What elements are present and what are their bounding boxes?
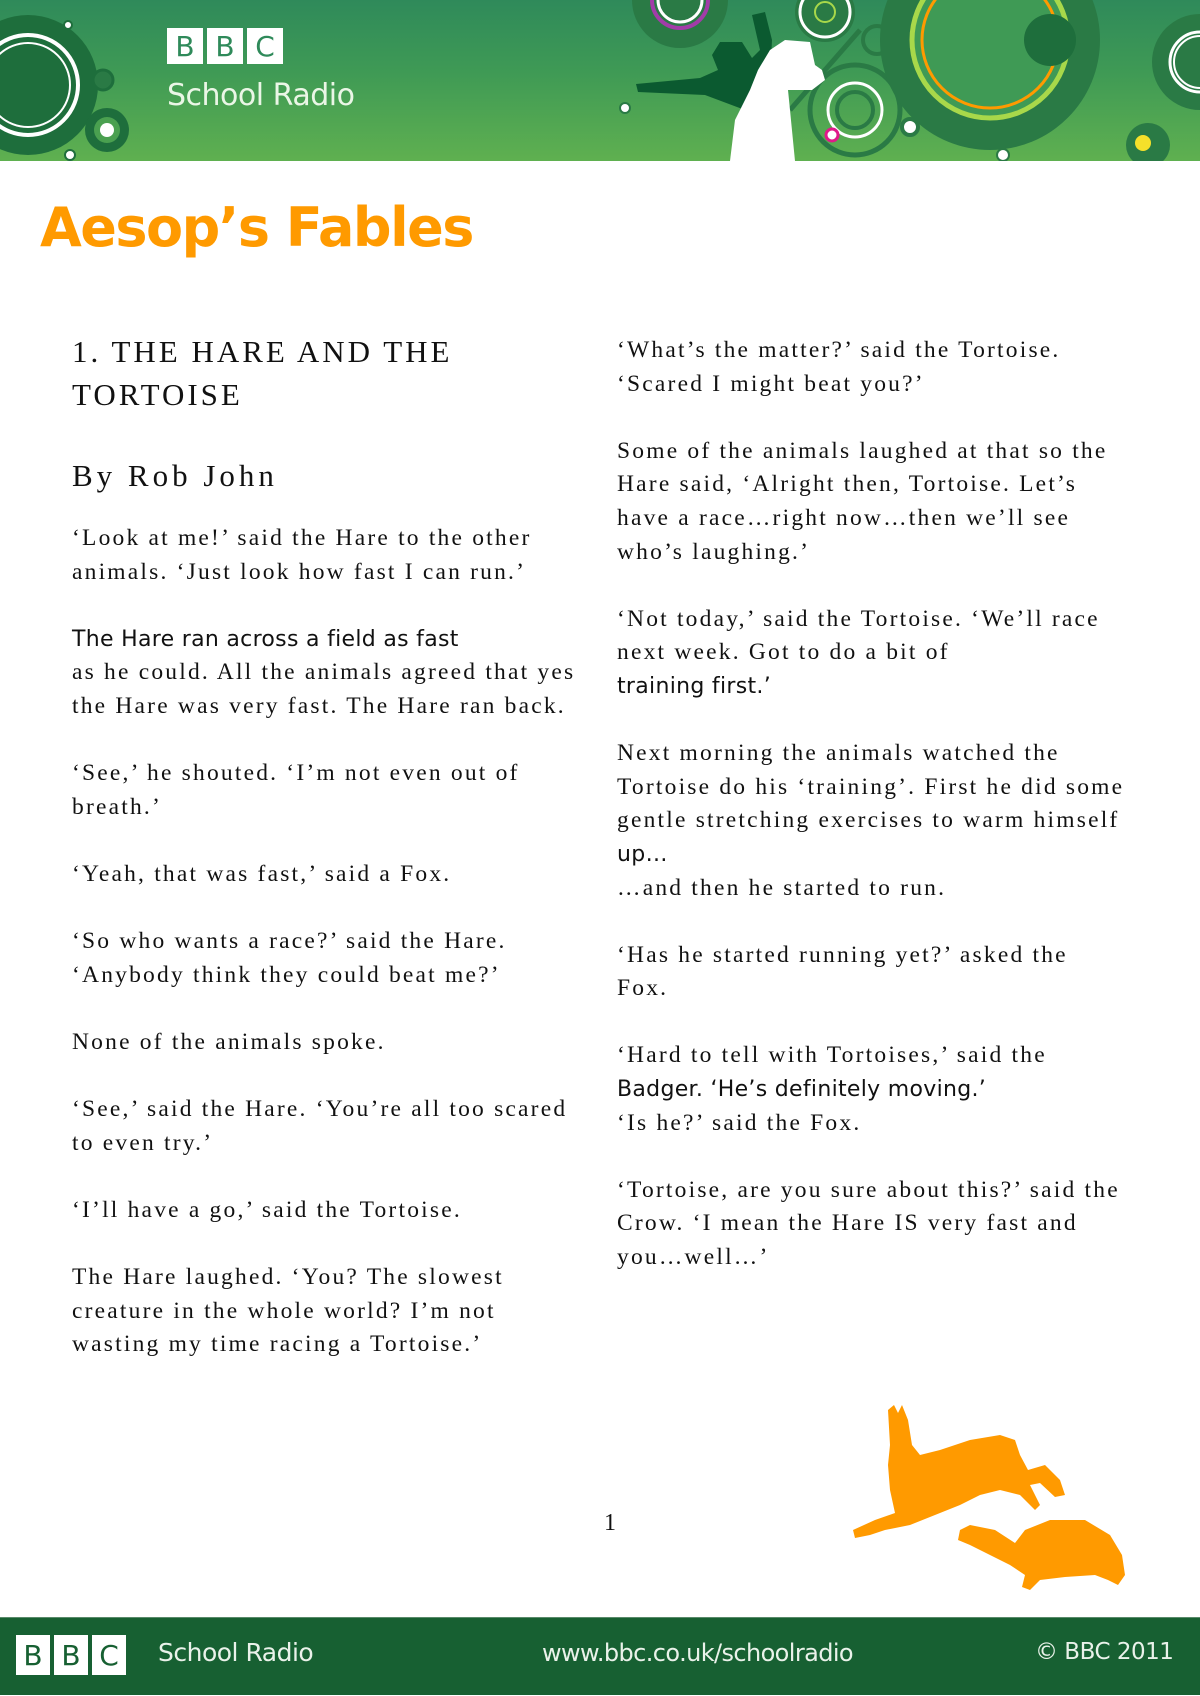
byline: By Rob John [72,458,278,493]
paragraph-fragment: training first.’ [617,673,771,699]
story-paragraph: ‘Tortoise, are you sure about this?’ said the Crow. ‘I mean the Hare IS very fast and you…well…’ [617,1176,1120,1271]
footer-url-link[interactable]: www.bbc.co.uk/schoolradio [542,1639,853,1667]
story-paragraph: ‘Look at me!’ said the Hare to the other animals. ‘Just look how fast I can run.’ [72,525,532,585]
footer-bar [0,1617,1200,1695]
story-paragraph [617,603,1127,704]
story-paragraph: ‘Yeah, that was fast,’ said a Fox. [72,860,452,887]
bbc-logo-block: B [207,28,243,64]
footer-copyright: © BBC 2011 [1035,1639,1174,1665]
story-paragraph: None of the animals spoke. [72,1028,386,1055]
story-paragraph: ‘I’ll have a go,’ said the Tortoise. [72,1196,462,1223]
story-paragraph: ‘What’s the matter?’ said the Tortoise. ‘Scared I might beat you?’ [617,337,1061,397]
paragraph-fragment: …and then he started to run. [617,874,947,901]
story-paragraph [72,623,582,724]
paragraph-fragment: as he could. All the animals agreed that yes the Hare was very fast. The Hare ran back. [72,659,576,719]
right-column [617,334,1127,1308]
paragraph-fragment: Badger. ‘He’s definitely moving.’ [617,1077,987,1103]
paragraph-fragment: ‘Hard to tell with Tortoises,’ said the [617,1042,1047,1069]
left-column [72,330,582,1395]
paragraph-fragment: ‘Is he?’ said the Fox. [617,1109,862,1136]
footer-brand-name: School Radio [158,1638,314,1667]
footer-bbc-logo [16,1635,126,1675]
story-paragraph: ‘See,’ he shouted. ‘I’m not even out of breath.’ [72,760,520,820]
bbc-logo-block: C [92,1635,126,1675]
story-paragraph: ‘Has he started running yet?’ asked the Fox. [617,941,1068,1002]
header-banner [0,0,1200,161]
story-paragraph: The Hare laughed. ‘You? The slowest creature in the whole world? I’m not wasting my time racing a Tortoise.’ [72,1264,504,1358]
header-brand-name: School Radio [167,78,355,113]
paragraph-fragment: up… [617,841,668,867]
story-paragraph: ‘See,’ said the Hare. ‘You’re all too scared to even try.’ [72,1096,568,1156]
bbc-logo [167,28,283,64]
bbc-logo-block: B [54,1635,88,1675]
story-paragraph: Some of the animals laughed at that so the Hare said, ‘Alright then, Tortoise. Let’s have a race…right now…then we’ll see who’s laughing.’ [617,437,1108,565]
story-paragraph [617,1039,1127,1140]
story-paragraph: ‘So who wants a race?’ said the Hare. ‘Anybody think they could beat me?’ [72,928,507,988]
paragraph-fragment: The Hare ran across a field as fast [72,626,459,652]
page-title: Aesop’s Fables [40,196,473,259]
story-title: 1. THE HARE AND THE TORTOISE [72,334,453,412]
story-paragraph [617,737,1127,905]
bbc-logo-block: B [16,1635,50,1675]
hare-tortoise-illustration [850,1395,1170,1595]
page-number: 1 [604,1510,616,1536]
bbc-logo-block: C [247,28,283,64]
paragraph-fragment: Next morning the animals watched the Tortoise do his ‘training’. First he did some gentle stretching exercises to warm himself [617,740,1125,834]
paragraph-fragment: ‘Not today,’ said the Tortoise. ‘We’ll race next week. Got to do a bit of [617,605,1100,666]
bbc-logo-block: B [167,28,203,64]
